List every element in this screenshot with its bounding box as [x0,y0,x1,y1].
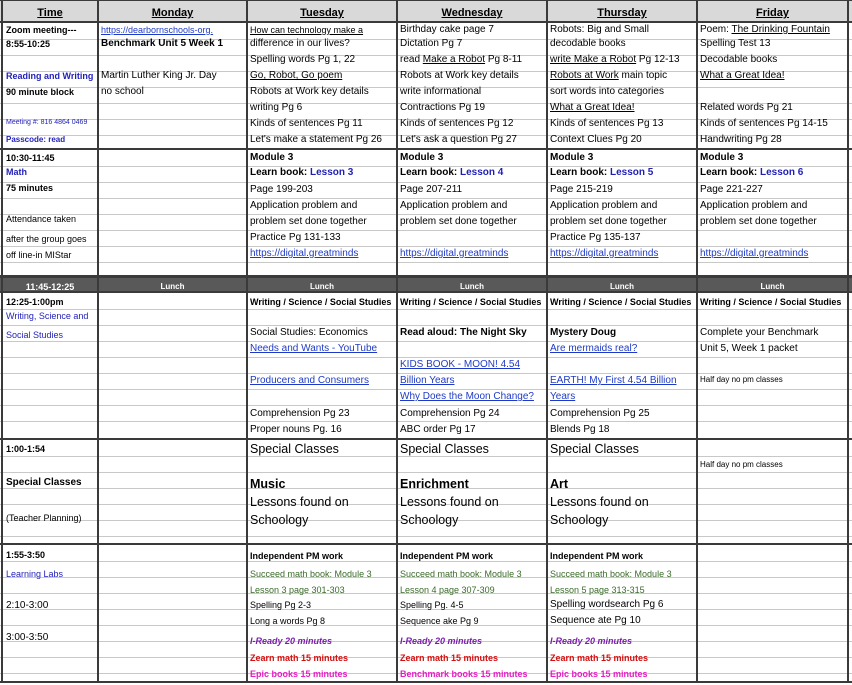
fri-reading-line-5: Related words Pg 21 [700,102,793,113]
header-monday: Monday [151,7,194,19]
wed-math-lesson: Lesson 4 [460,167,504,178]
thu-reading-line-2: decodable books [550,38,626,49]
tue-proper-nouns: Proper nouns Pg. 16 [250,424,342,435]
thu-mystery-doug: Mystery Doug [550,327,617,338]
row-gridline [0,341,852,342]
math-note-2: after the group goes [6,234,87,244]
math-note-3: off line-in MIStar [6,250,72,260]
fri-reading-line-3: Decodable books [700,54,778,65]
row-border-lunch-top [0,275,852,278]
fri-benchmark-1: Complete your Benchmark [700,327,819,338]
tue-special-label: Special Classes [250,442,339,456]
row-gridline [0,536,852,537]
header-time: Time [37,7,63,19]
tue-reading-line-2: difference in our lives? [250,38,350,49]
thu-pm-epic: Epic books 15 minutes [550,669,648,679]
wed-math-prob-1: Application problem and [400,200,508,211]
row-gridline [0,214,852,215]
tue-pm-succeed: Succeed math book: Module 3 [250,569,372,579]
write-make-a-robot-link[interactable]: write Make a Robot [550,54,637,65]
dearborn-schools-link[interactable]: https://dearbornschools-org. [101,25,214,35]
header-friday: Friday [755,7,789,19]
wed-reading-line-2: Dictation Pg 7 [400,38,463,49]
thu-math-prob-1: Application problem and [550,200,658,211]
wed-math-prob-2: problem set done together [400,216,517,227]
thu-reading-line-6[interactable]: What a Great Idea! [550,102,635,113]
row-gridline [0,230,852,231]
fri-special-half-day: Half day no pm classes [700,460,783,469]
wed-read-aloud: Read aloud: The Night Sky [400,327,527,338]
tue-reading-line-6: writing Pg 6 [250,102,303,113]
wed-comprehension: Comprehension Pg 24 [400,408,500,419]
row-gridline [0,357,852,358]
thu-math-module: Module 3 [550,152,594,163]
wed-math-module: Module 3 [400,152,444,163]
fri-math-prob-2: problem set done together [700,216,817,227]
zoom-passcode: Passcode: read [6,135,66,144]
lunch-wednesday: Lunch [460,282,484,291]
tue-reading-line-4[interactable]: Go, Robot, Go poem [250,70,343,81]
row-border-pm [0,543,852,545]
wed-pm-zearn: Zearn math 15 minutes [400,653,499,663]
thu-reading-line-4: Robots at Work main topic [550,70,668,81]
pm-time-2: 3:00-3:50 [6,632,49,643]
thu-pm-title: Independent PM work [550,551,644,561]
thu-special-art: Art [550,477,569,491]
tue-reading-line-7: Kinds of sentences Pg 11 [250,118,363,129]
row-gridline [0,405,852,406]
thu-pm-succeed: Succeed math book: Module 3 [550,569,672,579]
tue-math-prob-2: problem set done together [250,216,367,227]
thu-pm-iready: I-Ready 20 minutes [550,636,633,646]
thu-math-prob-2: problem set done together [550,216,667,227]
thu-math-lesson: Lesson 5 [610,167,654,178]
thu-special-lessons-1: Lessons found on [550,495,649,509]
tue-math-lesson: Lesson 3 [310,167,354,178]
lunch-thursday: Lunch [610,282,634,291]
tue-comprehension: Comprehension Pg 23 [250,408,350,419]
tue-math-page: Page 199-203 [250,184,313,195]
fri-math-lesson: Lesson 6 [760,167,804,178]
row-gridline [0,325,852,326]
col-border-3 [396,0,398,683]
drinking-fountain-link[interactable]: The Drinking Fountain [731,24,830,35]
thu-special-lessons-2: Schoology [550,513,609,527]
special-time-slot: 1:00-1:54 [6,444,46,454]
tue-pm-title: Independent PM work [250,551,344,561]
math-minutes: 75 minutes [6,183,54,193]
col-border-2 [246,0,248,683]
fri-math-prob-1: Application problem and [700,200,808,211]
thu-math-page: Page 215-219 [550,184,613,195]
header-border [0,21,852,23]
math-time-slot: 10:30-11:45 [6,153,55,163]
lunch-monday: Lunch [160,282,185,291]
wed-special-lessons-2: Schoology [400,513,459,527]
afternoon-time-slot: 12:25-1:00pm [6,297,64,307]
wed-reading-line-6: Contractions Pg 19 [400,102,486,113]
thu-pm-extra: Sequence ate Pg 10 [550,615,641,626]
row-border-special [0,438,852,440]
thu-math-practice: Practice Pg 135-137 [550,232,641,243]
row-gridline [0,182,852,183]
col-border-6 [847,0,849,683]
wed-reading-line-5: write informational [400,86,482,97]
learning-labs: Learning Labs [6,569,64,579]
fri-reading-line-7: Handwriting Pg 28 [700,134,782,145]
wed-reading-line-3: read Make a Robot Pg 8-11 [400,54,523,65]
tue-pm-lesson: Lesson 3 page 301-303 [250,585,345,595]
tue-pm-epic: Epic books 15 minutes [250,669,348,679]
tue-math-practice: Practice Pg 131-133 [250,232,341,243]
fri-half-day: Half day no pm classes [700,375,783,384]
row-gridline [0,472,852,473]
fri-greatminds-link[interactable]: https://digital.greatminds [700,248,809,259]
lunch-friday: Lunch [760,282,785,291]
wed-abc-order: ABC order Pg 17 [400,424,476,435]
tue-pm-zearn: Zearn math 15 minutes [250,653,349,663]
fri-benchmark-2: Unit 5, Week 1 packet [700,343,798,354]
lunch-time: 11:45-12:25 [25,282,75,292]
afternoon-subject-1: Writing, Science and [6,311,89,321]
no-school-label: no school [101,86,144,97]
kids-book-moon-link-2[interactable]: Billion Years [400,375,455,386]
header-wednesday: Wednesday [441,7,503,19]
math-subject: Math [6,167,27,177]
thu-wss-header: Writing / Science / Social Studies [550,297,692,307]
wed-special-enrichment: Enrichment [400,477,469,491]
wed-reading-line-7: Kinds of sentences Pg 12 [400,118,514,129]
wed-wss-header: Writing / Science / Social Studies [400,297,542,307]
producers-consumers-link[interactable]: Producers and Consumers [250,375,369,386]
tue-reading-line-8: Let's make a statement Pg 26 [250,134,382,145]
benchmark-unit-title: Benchmark Unit 5 Week 1 [101,38,224,49]
thu-math-learn: Learn book: Lesson 5 [550,167,654,178]
thu-reading-line-1: Robots: Big and Small [550,24,649,35]
reading-writing-subject: Reading and Writing [6,71,94,81]
fri-reading-line-6: Kinds of sentences Pg 14-15 [700,118,828,129]
tue-pm-iready: I-Ready 20 minutes [250,636,333,646]
pm-time-1: 2:10-3:00 [6,600,49,611]
fri-math-module: Module 3 [700,152,744,163]
tue-reading-line-1[interactable]: How can technology make a [250,25,364,35]
col-border-4 [546,0,548,683]
wed-math-page: Page 207-211 [400,184,463,195]
zoom-meeting-number: Meeting #: 816 4864 0469 [6,119,88,126]
wed-greatminds-link[interactable]: https://digital.greatminds [400,248,509,259]
thu-comprehension: Comprehension Pg 25 [550,408,650,419]
tue-reading-line-5: Robots at Work key details [250,86,369,97]
tue-wss-header: Writing / Science / Social Studies [250,297,392,307]
row-gridline [0,421,852,422]
fri-reading-line-2: Spelling Test 13 [700,38,771,49]
row-gridline [0,309,852,310]
row-gridline [0,262,852,263]
robots-at-work-link[interactable]: Robots at Work [550,70,619,81]
fri-wss-header: Writing / Science / Social Studies [700,297,842,307]
special-time-title: Special Classes [6,477,82,488]
tue-pm-spelling: Spelling Pg 2-3 [250,600,312,610]
tue-special-lessons-1: Lessons found on [250,495,349,509]
earth-book-link[interactable]: EARTH! My First 4.54 Billion [550,375,677,386]
row-gridline [0,246,852,247]
zoom-meeting-label: Zoom meeting--- [6,25,77,35]
wed-pm-lesson: Lesson 4 page 307-309 [400,585,495,595]
header-tuesday: Tuesday [300,7,344,19]
col-border-1 [97,0,99,683]
morning-time-slot: 8:55-10:25 [6,39,51,49]
wed-pm-extra: Sequence ake Pg 9 [400,616,479,626]
pm-time-slot: 1:55-3:50 [6,550,46,560]
col-border-0 [1,0,3,683]
header-thursday: Thursday [597,7,647,19]
why-moon-change-link[interactable]: Why Does the Moon Change? [400,391,534,402]
wed-math-learn: Learn book: Lesson 4 [400,167,504,178]
row-gridline [0,389,852,390]
thu-pm-zearn: Zearn math 15 minutes [550,653,649,663]
wed-reading-line-1: Birthday cake page 7 [400,24,494,35]
tue-reading-line-3: Spelling words Pg 1, 22 [250,54,356,65]
wed-reading-line-4: Robots at Work key details [400,70,519,81]
tue-pm-extra: Long a words Pg 8 [250,616,326,626]
afternoon-subject-2: Social Studies [6,330,64,340]
wed-pm-iready: I-Ready 20 minutes [400,636,483,646]
wed-pm-spelling: Spelling Pg. 4-5 [400,600,464,610]
thu-pm-spelling: Spelling wordsearch Pg 6 [550,599,664,610]
wed-pm-title: Independent PM work [400,551,494,561]
mlk-day-label: Martin Luther King Jr. Day [101,70,217,81]
tue-greatminds-link[interactable]: https://digital.greatminds [250,248,359,259]
tue-math-learn: Learn book: Lesson 3 [250,167,354,178]
thu-special-label: Special Classes [550,442,639,456]
fri-math-learn: Learn book: Lesson 6 [700,167,804,178]
tue-math-prob-1: Application problem and [250,200,358,211]
thu-reading-line-7: Kinds of sentences Pg 13 [550,118,664,129]
wed-special-lessons-1: Lessons found on [400,495,499,509]
thu-reading-line-3: write Make a Robot Pg 12-13 [550,54,680,65]
needs-wants-youtube-link[interactable]: Needs and Wants - YouTube [250,343,378,354]
thu-greatminds-link[interactable]: https://digital.greatminds [550,248,659,259]
row-border-math [0,148,852,150]
kids-book-moon-link[interactable]: KIDS BOOK - MOON! 4.54 [400,359,521,370]
row-gridline [0,198,852,199]
thu-blends: Blends Pg 18 [550,424,610,435]
tue-special-lessons-2: Schoology [250,513,309,527]
fri-reading-line-4[interactable]: What a Great Idea! [700,70,785,81]
wed-pm-benchmark-books: Benchmark books 15 minutes [400,669,528,679]
mermaids-link[interactable]: Are mermaids real? [550,343,638,354]
wed-special-label: Special Classes [400,442,489,456]
reading-block-length: 90 minute block [6,87,75,97]
wed-reading-line-8: Let's ask a question Pg 27 [400,134,517,145]
fri-reading-line-1: Poem: The Drinking Fountain [700,24,830,35]
make-a-robot-link[interactable]: Make a Robot [422,54,486,65]
thu-reading-line-5: sort words into categories [550,86,664,97]
top-border [0,0,852,1]
math-note-1: Attendance taken [6,214,77,224]
tue-special-music: Music [250,477,286,491]
tue-math-module: Module 3 [250,152,294,163]
wed-pm-succeed: Succeed math book: Module 3 [400,569,522,579]
thu-reading-line-8: Context Clues Pg 20 [550,134,642,145]
bottom-border [0,681,852,683]
earth-book-link-2[interactable]: Years [550,391,576,402]
thu-pm-lesson: Lesson 5 page 313-315 [550,585,645,595]
col-border-5 [696,0,698,683]
tue-social-studies: Social Studies: Economics [250,327,368,338]
fri-math-page: Page 221-227 [700,184,763,195]
teacher-planning: (Teacher Planning) [6,513,82,523]
lunch-tuesday: Lunch [310,282,334,291]
